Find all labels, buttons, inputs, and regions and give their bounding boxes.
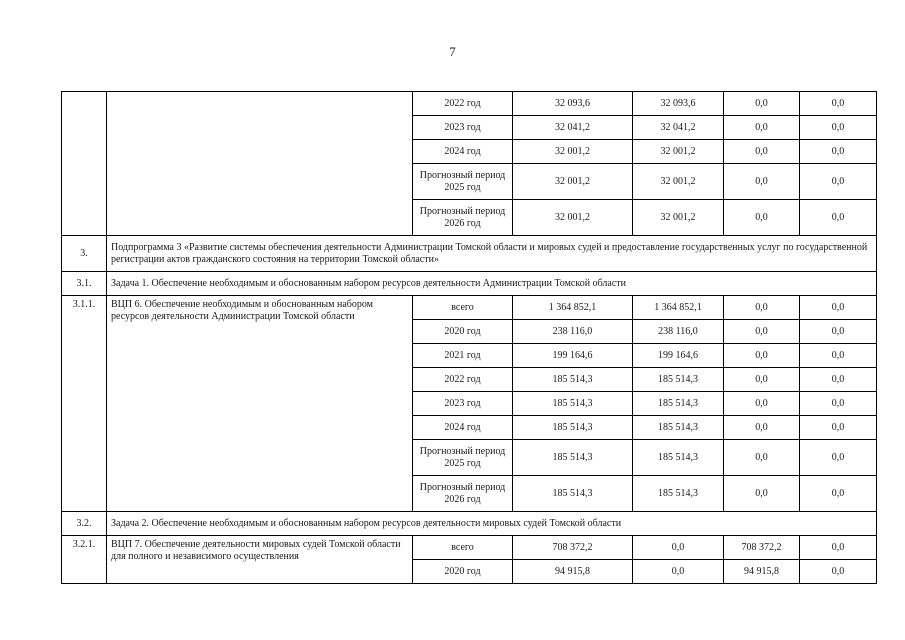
year-cell: 2020 год	[413, 560, 513, 584]
federal-value-cell: 0,0	[724, 320, 800, 344]
federal-value-cell: 0,0	[724, 368, 800, 392]
other-value-cell: 0,0	[800, 116, 877, 140]
federal-value-cell: 0,0	[724, 344, 800, 368]
total-value-cell: 185 514,3	[513, 476, 633, 512]
regional-value-cell: 32 001,2	[633, 200, 724, 236]
year-cell: 2022 год	[413, 368, 513, 392]
other-value-cell: 0,0	[800, 140, 877, 164]
federal-value-cell: 0,0	[724, 200, 800, 236]
federal-value-cell: 0,0	[724, 140, 800, 164]
federal-value-cell: 0,0	[724, 164, 800, 200]
regional-value-cell: 185 514,3	[633, 416, 724, 440]
year-cell: 2023 год	[413, 392, 513, 416]
other-value-cell: 0,0	[800, 368, 877, 392]
other-value-cell: 0,0	[800, 296, 877, 320]
row-name-cell	[107, 92, 413, 236]
row-number-cell: 3.1.	[62, 272, 107, 296]
total-value-cell: 238 116,0	[513, 320, 633, 344]
federal-value-cell: 0,0	[724, 416, 800, 440]
total-value-cell: 708 372,2	[513, 536, 633, 560]
regional-value-cell: 185 514,3	[633, 476, 724, 512]
other-value-cell: 0,0	[800, 560, 877, 584]
federal-value-cell: 708 372,2	[724, 536, 800, 560]
regional-value-cell: 32 041,2	[633, 116, 724, 140]
table-row	[62, 296, 877, 320]
total-value-cell: 32 001,2	[513, 200, 633, 236]
year-cell: всего	[413, 296, 513, 320]
other-value-cell: 0,0	[800, 536, 877, 560]
table-row	[62, 536, 877, 560]
table-row	[62, 92, 877, 116]
row-number-cell: 3.2.1.	[62, 536, 107, 584]
regional-value-cell: 32 001,2	[633, 164, 724, 200]
regional-value-cell: 32 093,6	[633, 92, 724, 116]
federal-value-cell: 0,0	[724, 116, 800, 140]
row-number-cell: 3.	[62, 236, 107, 272]
federal-value-cell: 0,0	[724, 296, 800, 320]
regional-value-cell: 199 164,6	[633, 344, 724, 368]
row-name-cell: ВЦП 6. Обеспечение необходимым и обоснованным набором ресурсов деятельности Администрации Томской области	[107, 296, 413, 512]
total-value-cell: 32 093,6	[513, 92, 633, 116]
row-name-cell: ВЦП 7. Обеспечение деятельности мировых судей Томской области для полного и независимого осуществления	[107, 536, 413, 584]
year-cell: Прогнозный период 2025 год	[413, 164, 513, 200]
total-value-cell: 1 364 852,1	[513, 296, 633, 320]
regional-value-cell: 185 514,3	[633, 392, 724, 416]
year-cell: 2022 год	[413, 92, 513, 116]
total-value-cell: 185 514,3	[513, 368, 633, 392]
total-value-cell: 32 001,2	[513, 164, 633, 200]
year-cell: всего	[413, 536, 513, 560]
subprogram-row	[62, 236, 877, 272]
other-value-cell: 0,0	[800, 392, 877, 416]
regional-value-cell: 0,0	[633, 536, 724, 560]
row-number-cell: 3.2.	[62, 512, 107, 536]
total-value-cell: 199 164,6	[513, 344, 633, 368]
regional-value-cell: 0,0	[633, 560, 724, 584]
federal-value-cell: 94 915,8	[724, 560, 800, 584]
total-value-cell: 185 514,3	[513, 440, 633, 476]
row-number-cell	[62, 92, 107, 236]
federal-value-cell: 0,0	[724, 440, 800, 476]
year-cell: 2023 год	[413, 116, 513, 140]
federal-value-cell: 0,0	[724, 476, 800, 512]
federal-value-cell: 0,0	[724, 392, 800, 416]
regional-value-cell: 185 514,3	[633, 440, 724, 476]
regional-value-cell: 1 364 852,1	[633, 296, 724, 320]
year-cell: Прогнозный период 2025 год	[413, 440, 513, 476]
regional-value-cell: 32 001,2	[633, 140, 724, 164]
task-row	[62, 272, 877, 296]
year-cell: 2020 год	[413, 320, 513, 344]
year-cell: Прогнозный период 2026 год	[413, 476, 513, 512]
task-title-cell: Задача 2. Обеспечение необходимым и обоснованным набором ресурсов деятельности мировых судей Томской области	[107, 512, 877, 536]
task-title-cell: Задача 1. Обеспечение необходимым и обоснованным набором ресурсов деятельности Администрации Томской области	[107, 272, 877, 296]
regional-value-cell: 185 514,3	[633, 368, 724, 392]
total-value-cell: 32 041,2	[513, 116, 633, 140]
budget-table	[61, 91, 877, 584]
row-number-cell: 3.1.1.	[62, 296, 107, 512]
other-value-cell: 0,0	[800, 320, 877, 344]
page-number: 7	[449, 44, 456, 59]
total-value-cell: 185 514,3	[513, 392, 633, 416]
year-cell: 2024 год	[413, 416, 513, 440]
total-value-cell: 32 001,2	[513, 140, 633, 164]
year-cell: Прогнозный период 2026 год	[413, 200, 513, 236]
regional-value-cell: 238 116,0	[633, 320, 724, 344]
other-value-cell: 0,0	[800, 416, 877, 440]
other-value-cell: 0,0	[800, 164, 877, 200]
other-value-cell: 0,0	[800, 92, 877, 116]
other-value-cell: 0,0	[800, 200, 877, 236]
subprogram-title-cell: Подпрограмма 3 «Развитие системы обеспечения деятельности Администрации Томской области и мировых судей и предоставление государственных услуг по государственной регистрации актов гражданского состояния на территории Томской области»	[107, 236, 877, 272]
year-cell: 2024 год	[413, 140, 513, 164]
other-value-cell: 0,0	[800, 476, 877, 512]
other-value-cell: 0,0	[800, 440, 877, 476]
total-value-cell: 94 915,8	[513, 560, 633, 584]
year-cell: 2021 год	[413, 344, 513, 368]
task-row	[62, 512, 877, 536]
total-value-cell: 185 514,3	[513, 416, 633, 440]
other-value-cell: 0,0	[800, 344, 877, 368]
federal-value-cell: 0,0	[724, 92, 800, 116]
